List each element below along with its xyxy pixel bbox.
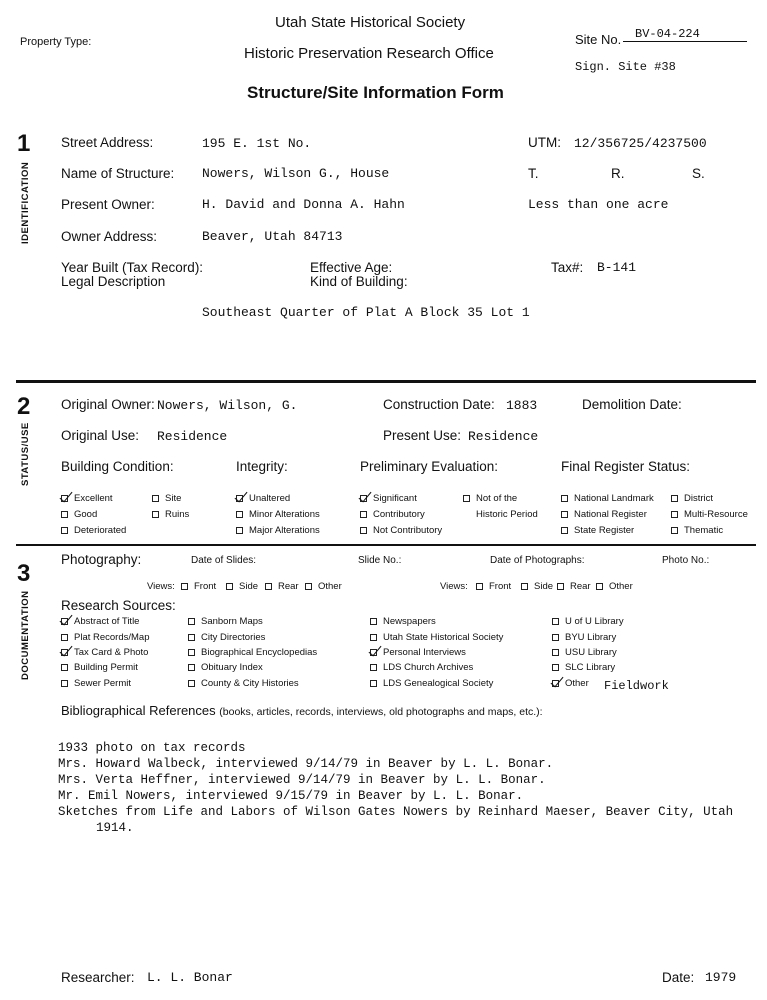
option-label: Personal Interviews [383,647,466,658]
source-building-permit[interactable] [61,662,138,673]
tax-number-value: B-141 [597,260,637,275]
original-owner-label: Original Owner: [61,397,155,412]
option-label: Major Alterations [249,525,320,536]
checkbox-icon [61,649,68,656]
condition-ruins[interactable] [152,509,189,520]
checkbox-icon [61,680,68,687]
checkbox-icon [61,527,68,534]
condition-good[interactable] [61,509,97,520]
option-label: Side [534,581,554,592]
checkbox-icon [370,680,377,687]
present-use-label: Present Use: [383,428,462,443]
checkbox-icon [188,634,195,641]
checkbox-icon [463,495,470,502]
checkbox-icon [181,583,188,590]
source-biographical-encyclopedias[interactable] [188,647,317,658]
checkbox-icon [552,680,559,687]
structure-name-label: Name of Structure: [61,166,175,181]
checkbox-icon [671,527,678,534]
source-abstract-of-title[interactable] [61,616,139,627]
option-label: Building Permit [74,662,138,673]
tax-number-label: Tax#: [551,260,584,275]
integrity-major[interactable] [236,525,320,536]
option-label: Rear [570,581,591,592]
slide-no-label: Slide No.: [358,555,402,566]
checkbox-icon [188,618,195,625]
option-label: Newspapers [383,616,436,627]
checkbox-icon [305,583,312,590]
checkbox-icon [360,511,367,518]
option-label: LDS Church Archives [383,662,474,673]
source-personal-interviews[interactable] [370,647,466,658]
office-name: Historic Preservation Research Office [244,45,494,62]
references-list [58,740,733,836]
integrity-minor[interactable] [236,509,320,520]
date-label: Date: [662,970,695,985]
legal-description-label: Legal Description [61,274,166,289]
condition-deteriorated[interactable] [61,525,126,536]
checkbox-icon [226,583,233,590]
checkbox-icon [236,495,243,502]
checkbox-icon [188,664,195,671]
checkbox-icon [552,618,559,625]
option-label: Biographical Encyclopedias [201,647,318,658]
slides-view-side[interactable] [226,581,258,592]
checkbox-icon [370,664,377,671]
legal-description-value: Southeast Quarter of Plat A Block 35 Lot 1 [202,305,530,320]
photos-view-front[interactable] [476,581,511,592]
checkbox-icon [476,583,483,590]
option-label: Utah State Historical Society [383,632,504,643]
option-label: District [684,493,714,504]
option-label: Side [239,581,259,592]
structure-name-value: Nowers, Wilson G., House [202,166,390,181]
checkbox-icon [61,511,68,518]
final-register-label: Final Register Status: [561,459,691,474]
original-use-label: Original Use: [61,428,140,443]
condition-excellent[interactable] [61,493,113,504]
range-label: R. [611,166,625,181]
checkbox-icon [152,511,159,518]
form-title: Structure/Site Information Form [247,83,504,102]
demolition-date-label: Demolition Date: [582,397,682,412]
checkbox-icon [61,634,68,641]
site-no-label: Site No. [575,32,622,47]
checkbox-icon [360,527,367,534]
checkbox-icon [61,664,68,671]
integrity-unaltered[interactable] [236,493,290,504]
option-label: SLC Library [565,662,616,673]
option-label: Sanborn Maps [201,616,263,627]
option-label: Deteriorated [74,525,127,536]
option-label: Rear [278,581,299,592]
option-label: County & City Histories [201,678,299,689]
property-type-label: Property Type: [20,36,92,48]
street-address-label: Street Address: [61,135,154,150]
reference-line: 1914. [96,821,134,835]
source-byu-library[interactable] [552,632,616,643]
photo-no-label: Photo No.: [662,555,710,566]
checkbox-icon [671,511,678,518]
option-label: Other [318,581,342,592]
checkbox-icon [552,664,559,671]
option-label: Contributory [373,509,425,520]
acreage-value: Less than one acre [528,197,669,212]
option-label: National Landmark [574,493,654,504]
option-label: Site [165,493,182,504]
kind-of-building-label: Kind of Building: [310,274,408,289]
checkbox-icon [552,634,559,641]
reference-line: Mrs. Howard Walbeck, interviewed 9/14/79 in Beaver by L. L. Bonar. [58,757,554,771]
option-label: Thematic [684,525,724,536]
option-label: Other [609,581,633,592]
option-label: BYU Library [565,632,617,643]
option-label: Multi-Resource [684,509,748,520]
reference-line: Sketches from Life and Labors of Wilson Gates Nowers by Reinhard Maeser, Beaver City, Utah [58,805,734,819]
source-county-city-histories[interactable] [188,678,299,689]
checkbox-icon [557,583,564,590]
reference-line: Mrs. Verta Heffner, interviewed 9/14/79 in Beaver by L. L. Bonar. [58,773,546,787]
evaluation-not-contributory[interactable] [360,525,442,536]
option-label: Plat Records/Map [74,632,150,643]
present-use-value: Residence [468,429,539,444]
source-slc-library[interactable] [552,662,615,673]
option-label: City Directories [201,632,266,643]
researcher-value: L. L. Bonar [147,970,233,985]
checkbox-icon [370,649,377,656]
reference-line: Mr. Emil Nowers, interviewed 9/15/79 in Beaver by L. L. Bonar. [58,789,524,803]
checkbox-icon [521,583,528,590]
source-sewer-permit[interactable] [61,678,131,689]
source-lds-genealogical-society[interactable] [370,678,493,689]
evaluation-not-of-the[interactable] [463,493,517,504]
source-plat-records[interactable] [61,632,150,643]
section-divider-2 [16,544,756,546]
checkbox-icon [360,495,367,502]
researcher-label: Researcher: [61,970,135,985]
source-newspapers[interactable] [370,616,436,627]
source-other-value: Fieldwork [604,679,669,693]
checkbox-icon [61,495,68,502]
evaluation-historic-period: Historic Period [476,509,538,520]
slides-views-label: Views: [147,581,175,592]
checkbox-icon [561,527,568,534]
owner-address-label: Owner Address: [61,229,158,244]
bibliographical-hint: (books, articles, records, interviews, old photographs and maps, etc.): [219,706,543,718]
option-label: Significant [373,493,417,504]
register-national-register[interactable] [561,509,647,520]
checkbox-icon [552,649,559,656]
option-label: National Register [574,509,647,520]
township-label: T. [528,166,539,181]
checkbox-icon [152,495,159,502]
society-name: Utah State Historical Society [275,14,466,31]
sign-site: Sign. Site #38 [575,60,676,74]
option-label: Good [74,509,98,520]
checkbox-icon [61,618,68,625]
section-3-side-label: DOCUMENTATION [20,590,31,680]
condition-site[interactable] [152,493,181,504]
register-state-register[interactable] [561,525,634,536]
checkbox-icon [596,583,603,590]
bibliographical-label: Bibliographical References [61,703,216,718]
option-label: Tax Card & Photo [74,647,149,658]
option-label: Ruins [165,509,190,520]
preliminary-evaluation-label: Preliminary Evaluation: [360,459,499,474]
section-1-side-label: IDENTIFICATION [20,161,31,244]
section-2-number: 2 [17,393,31,420]
register-district[interactable] [671,493,713,504]
owner-address-value: Beaver, Utah 84713 [202,229,343,244]
evaluation-significant[interactable] [360,493,417,504]
source-utah-state-historical-society[interactable] [370,632,503,643]
original-owner-value: Nowers, Wilson, G. [157,398,298,413]
street-address-value: 195 E. 1st No. [202,136,312,151]
section-divider-1 [16,380,756,383]
option-label: LDS Genealogical Society [383,678,494,689]
section-3-number: 3 [17,560,31,587]
date-value: 1979 [705,970,737,985]
option-label: Front [489,581,512,592]
source-sanborn-maps[interactable] [188,616,263,627]
option-label: Front [194,581,217,592]
utm-value: 12/356725/4237500 [574,136,707,151]
option-label: State Register [574,525,635,536]
photos-view-other[interactable] [596,581,633,592]
checkbox-icon [370,618,377,625]
register-thematic[interactable] [671,525,723,536]
reference-line: 1933 photo on tax records [58,741,246,755]
checkbox-icon [370,634,377,641]
section-2-side-label: STATUS/USE [20,422,31,486]
source-other[interactable] [552,678,589,689]
checkbox-icon [188,680,195,687]
slides-view-front[interactable] [181,581,216,592]
checkbox-icon [188,649,195,656]
option-label: U of U Library [565,616,624,627]
building-condition-label: Building Condition: [61,459,174,474]
register-national-landmark[interactable] [561,493,654,504]
option-label: Minor Alterations [249,509,320,520]
option-label: Excellent [74,493,113,504]
photos-view-side[interactable] [521,581,553,592]
present-owner-label: Present Owner: [61,197,155,212]
checkbox-icon [236,511,243,518]
checkbox-icon [561,495,568,502]
option-label: Not Contributory [373,525,443,536]
date-of-photographs-label: Date of Photographs: [490,555,585,566]
utm-label: UTM: [528,135,561,150]
option-label: Abstract of Title [74,616,140,627]
option-label: Unaltered [249,493,291,504]
checkbox-icon [561,511,568,518]
source-lds-church-archives[interactable] [370,662,473,673]
source-tax-card-photo[interactable] [61,647,148,658]
checkbox-icon [236,527,243,534]
section-1-number: 1 [17,130,31,157]
construction-date-label: Construction Date: [383,397,495,412]
option-label: Other [565,678,589,689]
source-u-of-u-library[interactable] [552,616,624,627]
section-label: S. [692,166,705,181]
original-use-value: Residence [157,429,228,444]
photos-view-rear[interactable] [557,581,591,592]
effective-age-label: Effective Age: [310,260,393,275]
site-no-value: BV-04-224 [623,27,747,42]
source-obituary-index[interactable] [188,662,263,673]
construction-date-value: 1883 [506,398,538,413]
photography-label: Photography: [61,552,142,567]
checkbox-icon [265,583,272,590]
slides-view-other[interactable] [305,581,342,592]
bibliographical-references-heading [61,703,543,718]
date-of-slides-label: Date of Slides: [191,555,257,566]
research-sources-label: Research Sources: [61,598,176,613]
evaluation-contributory[interactable] [360,509,425,520]
option-label: USU Library [565,647,617,658]
integrity-label: Integrity: [236,459,288,474]
option-label: Obituary Index [201,662,263,673]
slides-view-rear[interactable] [265,581,299,592]
source-usu-library[interactable] [552,647,617,658]
checkbox-icon [671,495,678,502]
option-label: Sewer Permit [74,678,132,689]
option-label: Not of the [476,493,518,504]
photos-views-label: Views: [440,581,468,592]
source-city-directories[interactable] [188,632,265,643]
register-multi-resource[interactable] [671,509,748,520]
year-built-label: Year Built (Tax Record): [61,260,204,275]
present-owner-value: H. David and Donna A. Hahn [202,197,405,212]
